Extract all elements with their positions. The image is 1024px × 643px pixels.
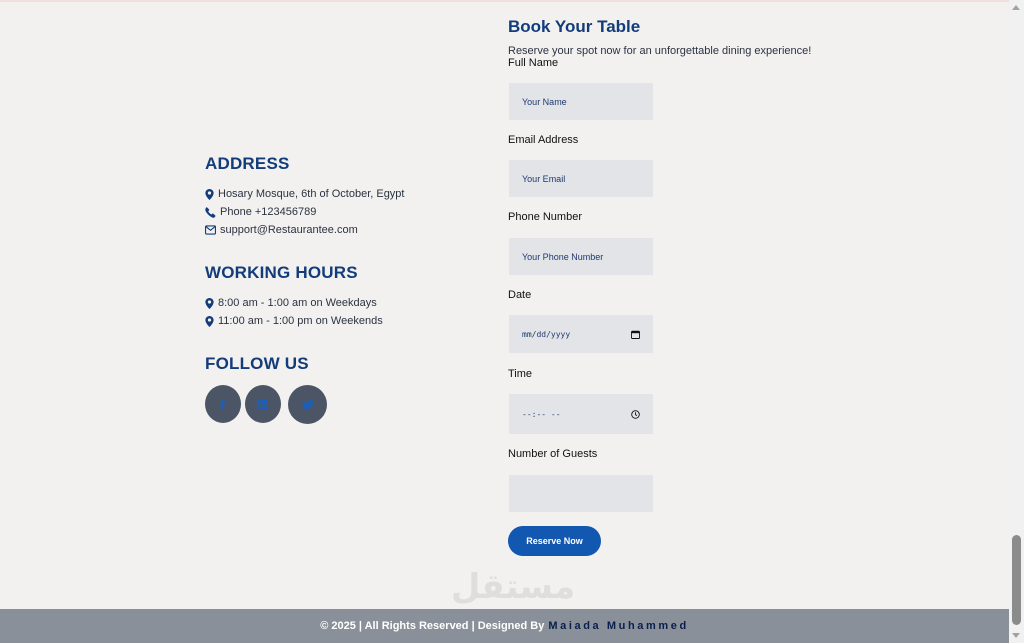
weekends-text: 11:00 am - 1:00 pm on Weekends — [218, 315, 383, 327]
linkedin-button[interactable] — [245, 385, 281, 423]
scroll-thumb[interactable] — [1012, 535, 1021, 625]
reserve-now-button[interactable]: Reserve Now — [508, 526, 601, 556]
email-text[interactable]: support@Restaurantee.com — [220, 224, 358, 236]
date-input[interactable] — [509, 315, 653, 353]
twitter-button[interactable] — [288, 385, 327, 424]
weekends-line — [205, 315, 383, 327]
full-name-input[interactable] — [509, 83, 653, 120]
phone-text: Phone +123456789 — [220, 206, 317, 218]
time-input[interactable] — [509, 394, 653, 434]
address-text: Hosary Mosque, 6th of October, Egypt — [218, 188, 405, 200]
weekdays-line — [205, 297, 377, 309]
address-line — [205, 188, 404, 200]
weekdays-text: 8:00 am - 1:00 am on Weekdays — [218, 297, 377, 309]
email-line — [205, 224, 358, 236]
phone-input[interactable] — [509, 238, 653, 275]
address-title: ADDRESS — [205, 154, 290, 173]
footer — [0, 609, 1009, 643]
time-label: Time — [508, 368, 533, 380]
vertical-scrollbar[interactable] — [1009, 0, 1024, 643]
scroll-down-arrow-icon[interactable] — [1012, 633, 1020, 638]
linkedin-icon — [258, 399, 268, 409]
guests-input[interactable] — [509, 475, 653, 512]
watermark-arabic: مستقل — [450, 567, 576, 607]
footer-copyright: © 2025 | All Rights Reserved | Designed By — [320, 620, 545, 632]
phone-icon — [205, 207, 216, 218]
scroll-up-arrow-icon[interactable] — [1012, 5, 1020, 10]
twitter-icon — [302, 400, 314, 410]
map-marker-icon — [205, 316, 214, 327]
phone-line — [205, 206, 316, 218]
map-marker-icon — [205, 298, 214, 309]
envelope-icon — [205, 225, 216, 235]
guests-label: Number of Guests — [508, 448, 598, 460]
clock-icon[interactable] — [631, 410, 640, 419]
top-border — [0, 0, 1009, 2]
email-label: Email Address — [508, 134, 579, 146]
follow-us-title: FOLLOW US — [205, 354, 309, 373]
email-input[interactable] — [509, 160, 653, 197]
form-title: Book Your Table — [508, 17, 641, 36]
facebook-button[interactable] — [205, 385, 241, 423]
phone-placeholder: Your Phone Number — [522, 251, 604, 262]
email-placeholder: Your Email — [522, 173, 566, 184]
form-subtitle: Reserve your spot now for an unforgettable dining experience! — [508, 45, 812, 57]
map-marker-icon — [205, 189, 214, 200]
calendar-icon[interactable] — [631, 330, 640, 339]
phone-label: Phone Number — [508, 211, 582, 223]
date-placeholder: mm/dd/yyyy — [522, 329, 571, 339]
date-label: Date — [508, 289, 532, 301]
facebook-icon — [220, 399, 226, 410]
time-placeholder: --:-- -- — [522, 409, 561, 419]
full-name-label: Full Name — [508, 57, 559, 69]
footer-designer[interactable]: Maiada Muhammed — [548, 620, 689, 632]
full-name-placeholder: Your Name — [522, 96, 567, 107]
working-hours-title: WORKING HOURS — [205, 263, 358, 282]
